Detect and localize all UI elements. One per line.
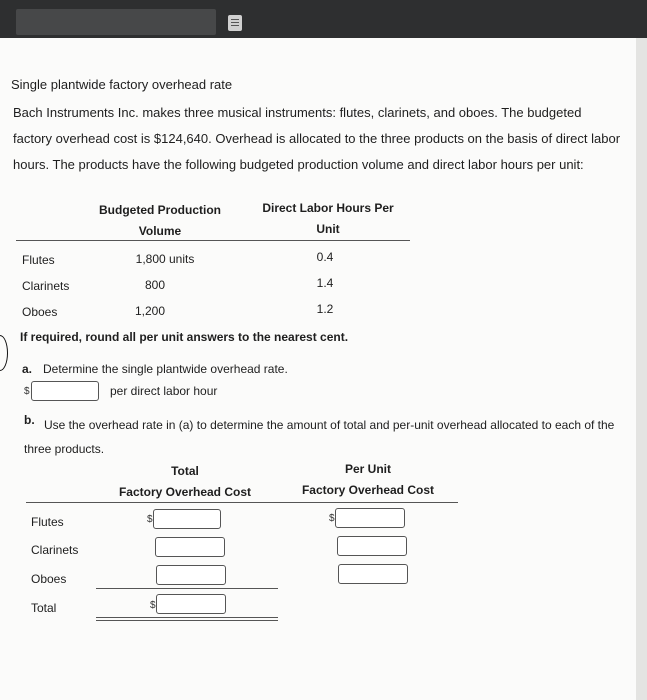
document-icon[interactable] [228,15,242,31]
product-clarinets: Clarinets [22,279,70,293]
flutes-per-unit-field[interactable] [336,509,404,527]
total-rule-top [96,588,278,589]
problem-title: Single plantwide factory overhead rate [11,77,233,92]
oboes-per-unit-input[interactable] [338,564,408,584]
part-a-currency: $ [24,386,30,397]
clarinets-per-unit-field[interactable] [338,537,406,555]
oboes-per-unit-field[interactable] [339,565,407,583]
volume-header-line1: Budgeted Production [99,203,221,217]
per-unit-header-line2: Factory Overhead Cost [301,483,435,497]
product-flutes: Flutes [22,253,55,267]
browser-toolbar [0,0,647,38]
clarinets-total-cost-input[interactable] [155,537,225,557]
volume-flutes: 1,800 units [135,252,195,266]
part-a-unit: per direct labor hour [110,384,218,398]
part-b-text: Use the overhead rate in (a) to determine the amount of total and per-unit overhead allocated to each of the three products. [24,418,615,456]
row-flutes-label: Flutes [31,515,64,529]
oboes-total-cost-field[interactable] [157,566,225,584]
grand-total-cost-input[interactable] [156,594,226,614]
total-cost-header-line1: Total [171,464,199,478]
flutes-per-unit-currency: $ [329,513,335,524]
total-rule-double-2 [96,620,278,621]
problem-intro: Bach Instruments Inc. makes three musical instruments: flutes, clarinets, and oboes. The budgeted factory overhead cost is $124,640. Overhead is allocated to the three products on the basis of direct labor hours. The products have the following budgeted production volume and direct labor hours per unit: [13,105,621,172]
volume-clarinets: 800 [144,278,166,292]
oboes-total-cost-input[interactable] [156,565,226,585]
hours-oboes: 1.2 [316,302,334,316]
row-clarinets-label: Clarinets [31,543,79,557]
product-oboes: Oboes [22,305,58,319]
volume-oboes: 1,200 [134,304,166,318]
table1-header-rule [16,240,410,241]
flutes-total-cost-field[interactable] [154,510,220,528]
hours-clarinets: 1.4 [316,276,334,290]
grand-total-currency: $ [150,600,156,611]
clarinets-total-cost-field[interactable] [156,538,224,556]
table2-header-rule [26,502,458,503]
clarinets-per-unit-input[interactable] [337,536,407,556]
row-total-label: Total [31,601,57,615]
row-oboes-label: Oboes [31,572,67,586]
overhead-rate-field[interactable] [32,382,98,400]
hours-header-line1: Direct Labor Hours Per [262,201,394,215]
volume-header-line2: Volume [138,224,182,238]
total-rule-double-1 [96,617,278,618]
toolbar-address-field[interactable] [16,9,216,35]
hours-header-line2: Unit [316,222,340,236]
grand-total-cost-field[interactable] [157,595,225,613]
flutes-total-currency: $ [147,514,153,525]
flutes-per-unit-input[interactable] [335,508,405,528]
part-a-label: a. [22,362,33,376]
page-edge [636,38,647,700]
flutes-total-cost-input[interactable] [153,509,221,529]
part-b-label: b. [24,413,35,427]
hours-flutes: 0.4 [316,250,334,264]
rounding-note: If required, round all per unit answers to the nearest cent. [20,330,349,344]
total-cost-header-line2: Factory Overhead Cost [118,485,252,499]
overhead-rate-input[interactable] [31,381,99,401]
part-a-text: Determine the single plantwide overhead rate. [43,362,288,376]
per-unit-header-line1: Per Unit [344,462,391,476]
